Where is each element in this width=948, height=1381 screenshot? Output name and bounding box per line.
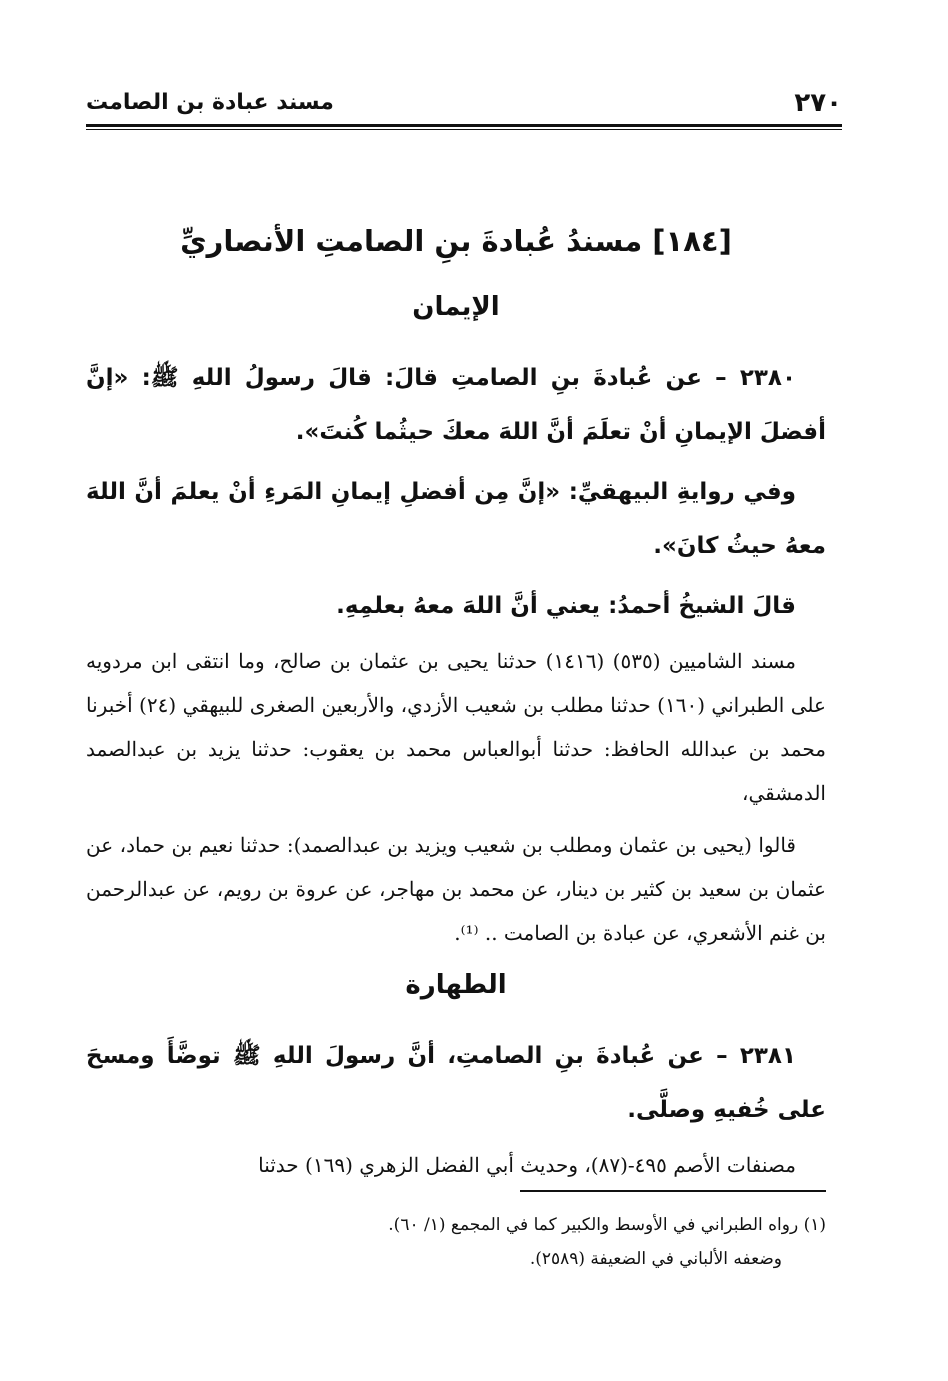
isnad-paragraph: مسند الشاميين (٥٣٥) (١٤١٦) حدثنا يحيى بن عثمان بن صالح، وما انتقى ابن مردويه على الطبراني (١٦٠) حدثنا مطلب بن شعيب الأزدي، والأربعين الصغرى للبيهقي (٢٤) أخبرنا محمد بن عبدالله الحافظ: حدثنا أبوالعباس محمد بن يعقوب: حدثنا يزيد بن عبدالصمد الدمشقي، xyxy=(86,649,826,805)
section-heading-iman: الإيمان xyxy=(412,292,500,322)
footnote-1: (١) رواه الطبراني في الأوسط والكبير كما في المجمع (١/ ٦٠). xyxy=(388,1215,826,1235)
footnote-rule xyxy=(520,1190,826,1192)
bayhaqi-variant: وفي روايةِ البيهقيِّ: «إنَّ مِن أفضلِ إيمانِ المَرءِ أنْ يعلمَ أنَّ اللهَ معهُ حيثُ كانَ». xyxy=(86,479,826,559)
page-number: ٢٧٠ xyxy=(794,88,842,118)
footnote-1-continued: وضعفه الألباني في الضعيفة (٢٥٨٩). xyxy=(529,1249,782,1269)
chapter-title: [١٨٤] مسندُ عُبادةَ بنِ الصامتِ الأنصاريِّ xyxy=(180,224,732,258)
running-header xyxy=(86,88,842,122)
header-rule-thin xyxy=(86,129,842,130)
isnad-paragraph: مصنفات الأصم ٤٩٥-(٨٧)، وحديث أبي الفضل الزهري (١٦٩) حدثنا xyxy=(258,1153,796,1177)
footnotes xyxy=(86,1208,826,1276)
shaykh-ahmad-comment: قالَ الشيخُ أحمدُ: يعني أنَّ اللهَ معهُ بعلمِهِ. xyxy=(336,593,796,619)
hadith-2380: ٢٣٨٠ – عن عُبادةَ بنِ الصامتِ قالَ: قالَ رسولُ اللهِ ﷺ: «إنَّ أفضلَ الإيمانِ أنْ تعلَمَ أنَّ اللهَ معكَ حيثُما كُنتَ». xyxy=(86,365,826,445)
section-heading-tahara: الطهارة xyxy=(405,970,507,1000)
page-body xyxy=(86,215,826,1195)
header-rule-thick xyxy=(86,124,842,127)
isnad-paragraph: قالوا (يحيى بن عثمان ومطلب بن شعيب ويزيد بن عبدالصمد): حدثنا نعيم بن حماد، عن عثمان بن سعيد بن كثير بن دينار، عن محمد بن مهاجر، عن عروة بن رويم، عن عبدالرحمن بن غنم الأشعري، عن عبادة بن الصامت .. ⁽¹⁾. xyxy=(86,833,826,945)
running-header-title: مسند عبادة بن الصامت xyxy=(86,90,334,115)
hadith-2381: ٢٣٨١ – عن عُبادةَ بنِ الصامتِ، أنَّ رسولَ اللهِ ﷺ توضَّأَ ومسحَ على خُفيهِ وصلَّى. xyxy=(86,1043,826,1123)
